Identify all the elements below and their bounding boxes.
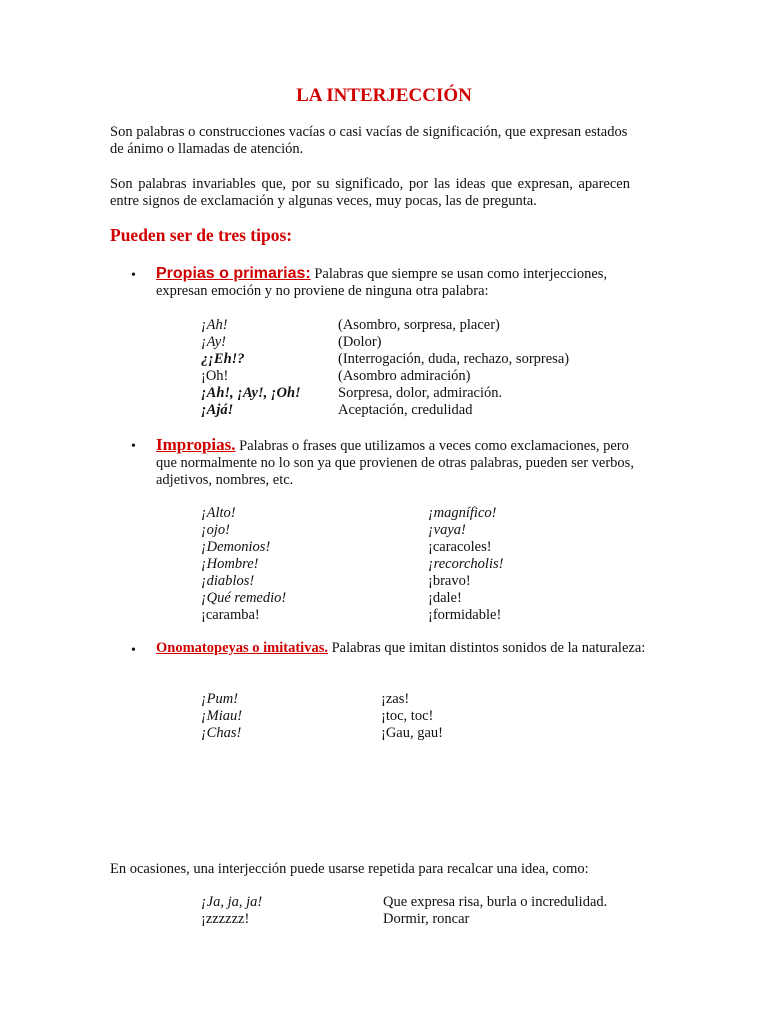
repetition-intro: En ocasiones, una interjección puede usarse repetida para recalcar una idea, como: — [110, 861, 589, 877]
propias-word: ¡Ay! — [201, 334, 226, 350]
onomatopeyas-term: Onomatopeyas o imitativas. — [156, 640, 328, 656]
impropias-left-item: ¡Qué remedio! — [201, 590, 287, 606]
impropias-right-item: ¡bravo! — [428, 573, 471, 589]
onomatopeyas-desc: Palabras que imitan distintos sonidos de la naturaleza: — [327, 640, 646, 656]
onomatopeyas-description — [156, 640, 646, 657]
propias-desc: Palabras que siempre se usan como interjecciones, expresan emoción y no proviene de ninguna otra palabra: — [156, 266, 608, 299]
repetition-word: ¡zzzzzz! — [201, 911, 250, 927]
repetition-meaning: Dormir, roncar — [383, 911, 470, 927]
impropias-left-item: ¡Hombre! — [201, 556, 259, 572]
bullet-onomatopeyas: • — [131, 643, 136, 658]
onomatopeyas-left-item: ¡Pum! — [201, 691, 239, 707]
intro-paragraph-1: Son palabras o construcciones vacías o casi vacías de significación, que expresan estados de ánimo o llamadas de atención. — [110, 124, 628, 157]
propias-word: ¡Ah!, ¡Ay!, ¡Oh! — [201, 385, 301, 401]
impropias-left-item: ¡diablos! — [201, 573, 255, 589]
impropias-left-item: ¡Demonios! — [201, 539, 271, 555]
impropias-right-item: ¡recorcholis! — [428, 556, 504, 572]
propias-term: Propias o primarias: — [156, 265, 311, 282]
repetition-meaning: Que expresa risa, burla o incredulidad. — [383, 894, 608, 910]
impropias-left-item: ¡ojo! — [201, 522, 230, 538]
impropias-left-item: ¡caramba! — [201, 607, 260, 623]
repetition-word: ¡Ja, ja, ja! — [201, 894, 263, 910]
impropias-right-item: ¡caracoles! — [428, 539, 492, 555]
propias-meaning: Aceptación, credulidad — [338, 402, 473, 418]
types-heading: Pueden ser de tres tipos: — [110, 225, 293, 245]
impropias-right-item: ¡dale! — [428, 590, 462, 606]
impropias-right-item: ¡vaya! — [428, 522, 466, 538]
propias-meaning: (Asombro admiración) — [338, 368, 471, 384]
impropias-right-item: ¡formidable! — [428, 607, 502, 623]
propias-word: ¡Ah! — [201, 317, 228, 333]
onomatopeyas-left-item: ¡Miau! — [201, 708, 243, 724]
impropias-left-item: ¡Alto! — [201, 505, 236, 521]
page-title: LA INTERJECCIÓN — [296, 85, 472, 106]
impropias-term: Impropias. — [156, 435, 236, 454]
propias-meaning: (Interrogación, duda, rechazo, sorpresa) — [338, 351, 570, 367]
impropias-description — [156, 436, 646, 489]
propias-word: ¡Ajá! — [201, 402, 234, 418]
propias-word: ¿¡Eh!? — [201, 351, 245, 367]
onomatopeyas-right-item: ¡Gau, gau! — [381, 725, 444, 741]
propias-description — [156, 265, 646, 300]
onomatopeyas-right-item: ¡zas! — [381, 691, 410, 707]
onomatopeyas-left-item: ¡Chas! — [201, 725, 242, 741]
propias-word: ¡Oh! — [201, 368, 229, 384]
bullet-impropias: • — [131, 439, 136, 454]
bullet-propias: • — [131, 268, 136, 283]
propias-meaning: (Dolor) — [338, 334, 382, 350]
intro-paragraph-2: Son palabras invariables que, por su significado, por las ideas que expresan, aparecen entre signos de exclamación y algunas veces, muy pocas, las de pregunta. — [110, 176, 630, 209]
propias-meaning: Sorpresa, dolor, admiración. — [338, 385, 503, 401]
onomatopeyas-right-item: ¡toc, toc! — [381, 708, 434, 724]
propias-meaning: (Asombro, sorpresa, placer) — [338, 317, 500, 333]
impropias-right-item: ¡magnífico! — [428, 505, 497, 521]
impropias-desc: Palabras o frases que utilizamos a veces como exclamaciones, pero que normalmente no lo son ya que provienen de otras palabras, pueden ser verbos, adjetivos, nombres, etc. — [156, 438, 634, 488]
